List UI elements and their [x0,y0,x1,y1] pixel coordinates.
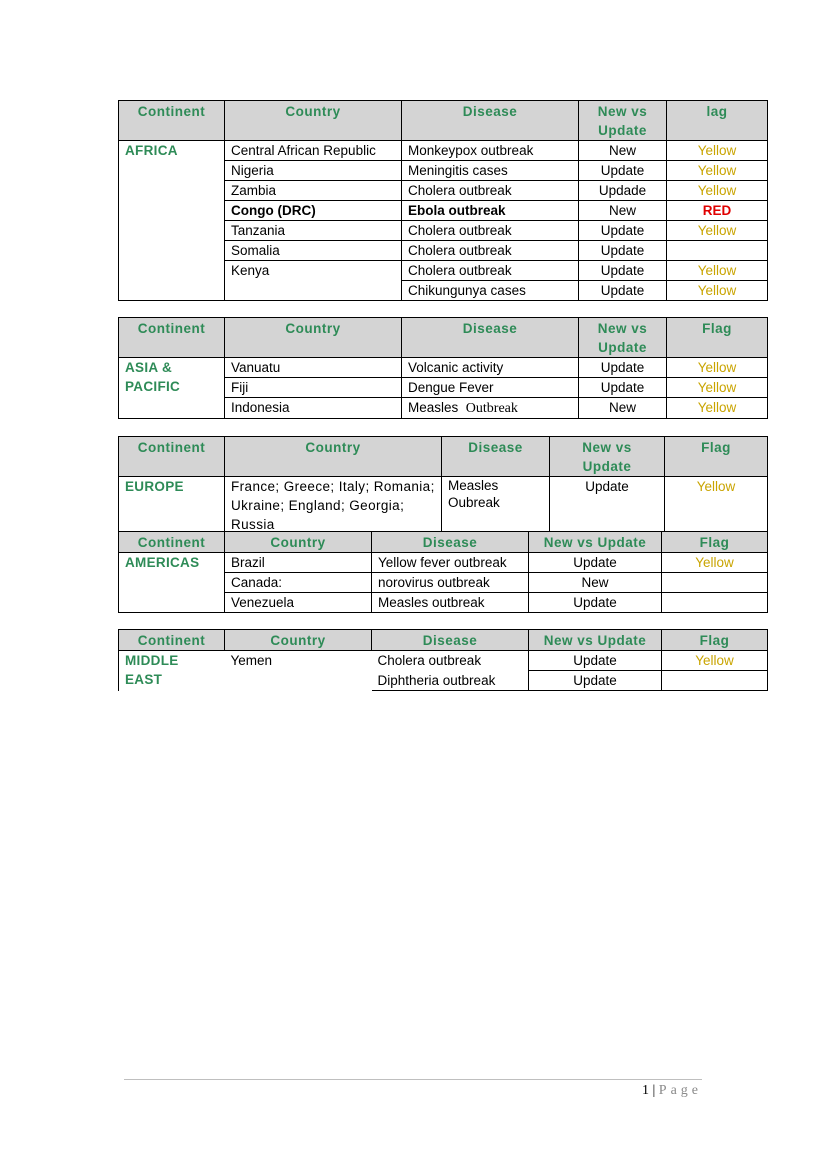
header-disease: Disease [372,532,529,553]
disease-cell: Yellow fever outbreak [372,553,529,573]
header-country: Country [225,318,402,358]
header-country: Country [225,101,402,141]
header-continent: Continent [119,630,225,651]
disease-cell: Volcanic activity [402,358,579,378]
status-cell: Update [579,221,667,241]
country-cell: Indonesia [225,398,402,419]
disease-cell: Cholera outbreak [402,241,579,261]
flag-cell: Yellow [667,358,768,378]
table-row [119,651,768,671]
header-flag: lag [667,101,768,141]
country-cell: Zambia [225,181,402,201]
disease-cell: Cholera outbreak [402,221,579,241]
header-flag: Flag [662,630,768,651]
country-cell: Nigeria [225,161,402,181]
flag-cell [667,241,768,261]
flag-cell [662,671,768,691]
header-continent: Continent [119,101,225,141]
status-cell: New [579,398,667,419]
table-row [119,553,768,573]
flag-cell: Yellow [667,181,768,201]
disease-cell: Chikungunya cases [402,281,579,301]
status-cell: Update [529,593,662,613]
status-cell: Updade [579,181,667,201]
disease-cell: Measles outbreak [372,593,529,613]
disease-cell: Cholera outbreak [372,651,529,671]
disease-cell [402,398,579,419]
status-cell: Update [579,161,667,181]
continent-asia-pacific: ASIA & PACIFIC [119,358,225,419]
flag-cell: Yellow [667,261,768,281]
disease-cell: Dengue Fever [402,378,579,398]
disease-cell: Cholera outbreak [402,181,579,201]
header-new-vs-update: New vs Update [550,437,665,477]
page-separator: | [652,1083,656,1098]
disease-cell: Cholera outbreak [402,261,579,281]
disease-cell: Diphtheria outbreak [372,671,529,691]
continent-africa: AFRICA [119,141,225,301]
header-flag: Flag [662,532,768,553]
flag-cell [662,593,768,613]
disease-cell: Measles Oubreak [442,477,550,535]
header-disease: Disease [442,437,550,477]
status-cell: Update [529,553,662,573]
status-cell: Update [529,651,662,671]
header-continent: Continent [119,437,225,477]
americas-table [118,531,768,613]
flag-cell: Yellow [667,281,768,301]
status-cell: Update [579,241,667,261]
table-header-row [119,630,768,651]
status-cell: New [579,141,667,161]
disease-word: Measles [408,400,459,415]
header-country: Country [225,532,372,553]
header-new-vs-update: New vs Update [579,101,667,141]
status-cell: Update [579,281,667,301]
table-header-row [119,532,768,553]
country-cell: Kenya [225,261,402,301]
country-cell: Congo (DRC) [225,201,402,221]
disease-word-serif: Outbreak [465,401,518,416]
country-cell: Brazil [225,553,372,573]
table-header-row [119,318,768,358]
flag-cell: Yellow [667,378,768,398]
flag-cell: Yellow [662,651,768,671]
country-cell: Somalia [225,241,402,261]
continent-europe: EUROPE [119,477,225,535]
flag-cell: Yellow [667,161,768,181]
flag-cell [662,573,768,593]
status-cell: Update [579,358,667,378]
disease-cell: Meningitis cases [402,161,579,181]
table-row [119,358,768,378]
header-country: Country [225,437,442,477]
country-cell: Yemen [225,651,372,691]
footer-divider [124,1079,702,1080]
asia-pacific-table [118,317,768,419]
flag-cell: Yellow [667,141,768,161]
header-country: Country [225,630,372,651]
disease-cell: Ebola outbreak [402,201,579,221]
country-cell: Venezuela [225,593,372,613]
flag-cell-red: RED [667,201,768,221]
page-footer [642,1083,702,1099]
continent-americas: AMERICAS [119,553,225,613]
status-cell: Update [529,671,662,691]
table-row [119,141,768,161]
header-disease: Disease [402,101,579,141]
status-cell: Update [579,378,667,398]
country-cell: France; Greece; Italy; Romania; Ukraine; England; Georgia; Russia [225,477,442,535]
flag-cell: Yellow [665,477,768,535]
status-cell: New [529,573,662,593]
header-disease: Disease [402,318,579,358]
header-continent: Continent [119,318,225,358]
page-label: Page [658,1083,702,1098]
disease-cell: norovirus outbreak [372,573,529,593]
disease-cell: Monkeypox outbreak [402,141,579,161]
middle-east-table [118,629,768,691]
status-cell: Update [550,477,665,535]
table-header-row [119,437,768,477]
table-row [119,477,768,535]
flag-cell: Yellow [667,398,768,419]
status-cell: New [579,201,667,221]
country-cell: Central African Republic [225,141,402,161]
header-new-vs-update: New vs Update [529,630,662,651]
flag-cell: Yellow [662,553,768,573]
status-cell: Update [579,261,667,281]
country-cell: Vanuatu [225,358,402,378]
europe-table [118,436,768,535]
africa-table [118,100,768,301]
header-new-vs-update: New vs Update [529,532,662,553]
header-continent: Continent [119,532,225,553]
header-flag: Flag [667,318,768,358]
header-disease: Disease [372,630,529,651]
page-number: 1 [641,1083,649,1098]
header-flag: Flag [665,437,768,477]
table-header-row [119,101,768,141]
header-new-vs-update: New vs Update [579,318,667,358]
country-cell: Fiji [225,378,402,398]
country-cell: Tanzania [225,221,402,241]
flag-cell: Yellow [667,221,768,241]
country-cell: Canada: [225,573,372,593]
continent-middle-east: MIDDLE EAST [119,651,225,691]
